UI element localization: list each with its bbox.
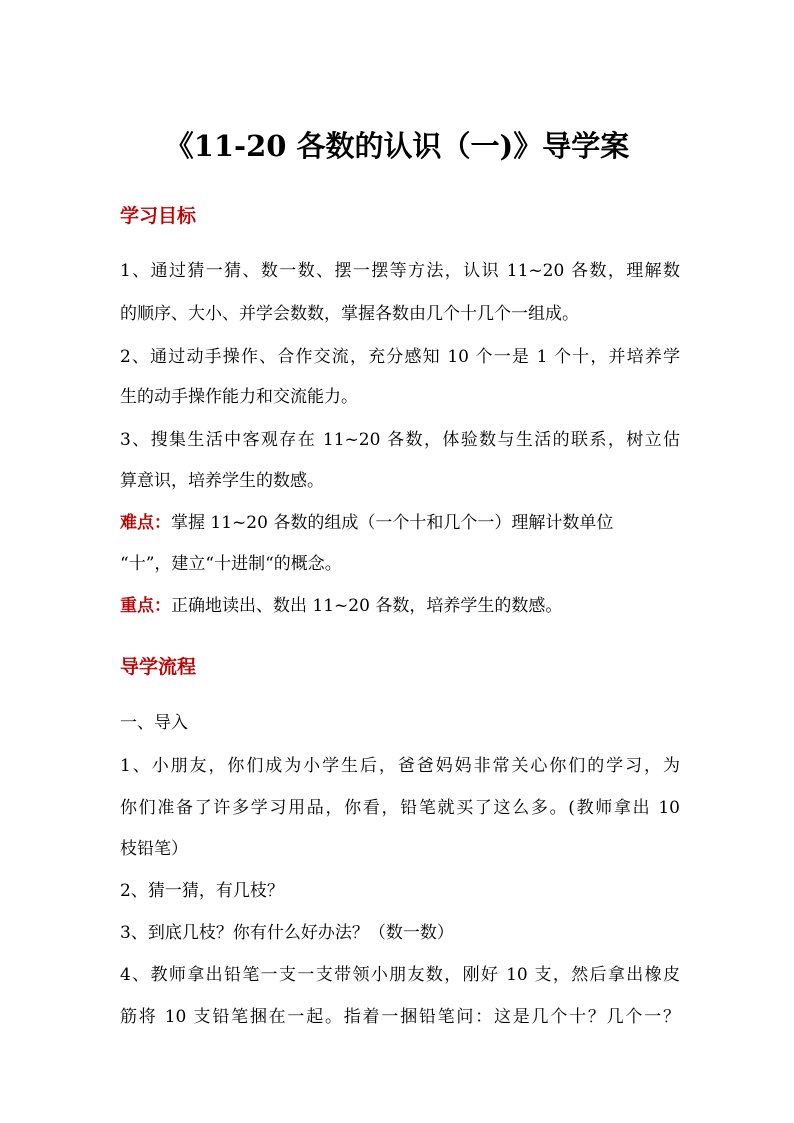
learning-goals-heading: 学习目标 [120, 205, 197, 227]
goal-1-line-1: 1、通过猜一猜、数一数、摆一摆等方法，认识 11~20 各数，理解数 [120, 261, 680, 281]
step-3: 3、到底几枝？你有什么好办法？（数一数） [120, 923, 454, 943]
process-heading: 导学流程 [120, 656, 197, 678]
key-point-label: 重点： [120, 596, 171, 616]
document-title: 《11-20 各数的认识（一)》导学案 [164, 129, 630, 163]
step-4-line-2: 筋将 10 支铅笔捆在一起。指着一捆铅笔问：这是几个十？几个一？ [120, 1007, 680, 1027]
intro-heading: 一、导入 [120, 713, 188, 733]
step-1-line-2: 你们准备了许多学习用品，你看，铅笔就买了这么多。(教师拿出 10 [120, 798, 680, 818]
step-1-line-3: 枝铅笔） [120, 839, 188, 859]
goal-1-line-2: 的顺序、大小、并学会数数，掌握各数由几个十几个一组成。 [120, 304, 579, 324]
key-point-line [120, 595, 680, 617]
step-2: 2、猜一猜，有几枝？ [120, 881, 284, 901]
goal-3-line-1: 3、搜集生活中客观存在 11~20 各数，体验数与生活的联系，树立估 [120, 430, 680, 450]
goal-2-line-2: 生的动手操作能力和交流能力。 [120, 387, 358, 407]
difficulty-label: 难点： [120, 513, 171, 533]
difficulty-line-1 [120, 512, 680, 534]
goal-3-line-2: 算意识，培养学生的数感。 [120, 471, 324, 491]
difficulty-line-2: “十”，建立“十进制“的概念。 [120, 554, 342, 574]
difficulty-text: 掌握 11~20 各数的组成（一个十和几个一）理解计数单位 [171, 513, 614, 533]
step-1-line-1: 1、小朋友，你们成为小学生后，爸爸妈妈非常关心你们的学习，为 [120, 756, 680, 776]
step-4-line-1: 4、教师拿出铅笔一支一支带领小朋友数，刚好 10 支，然后拿出橡皮 [120, 965, 680, 985]
goal-2-line-1: 2、通过动手操作、合作交流，充分感知 10 个一是 1 个十，并培养学 [120, 347, 680, 367]
key-point-text: 正确地读出、数出 11~20 各数，培养学生的数感。 [171, 596, 563, 616]
